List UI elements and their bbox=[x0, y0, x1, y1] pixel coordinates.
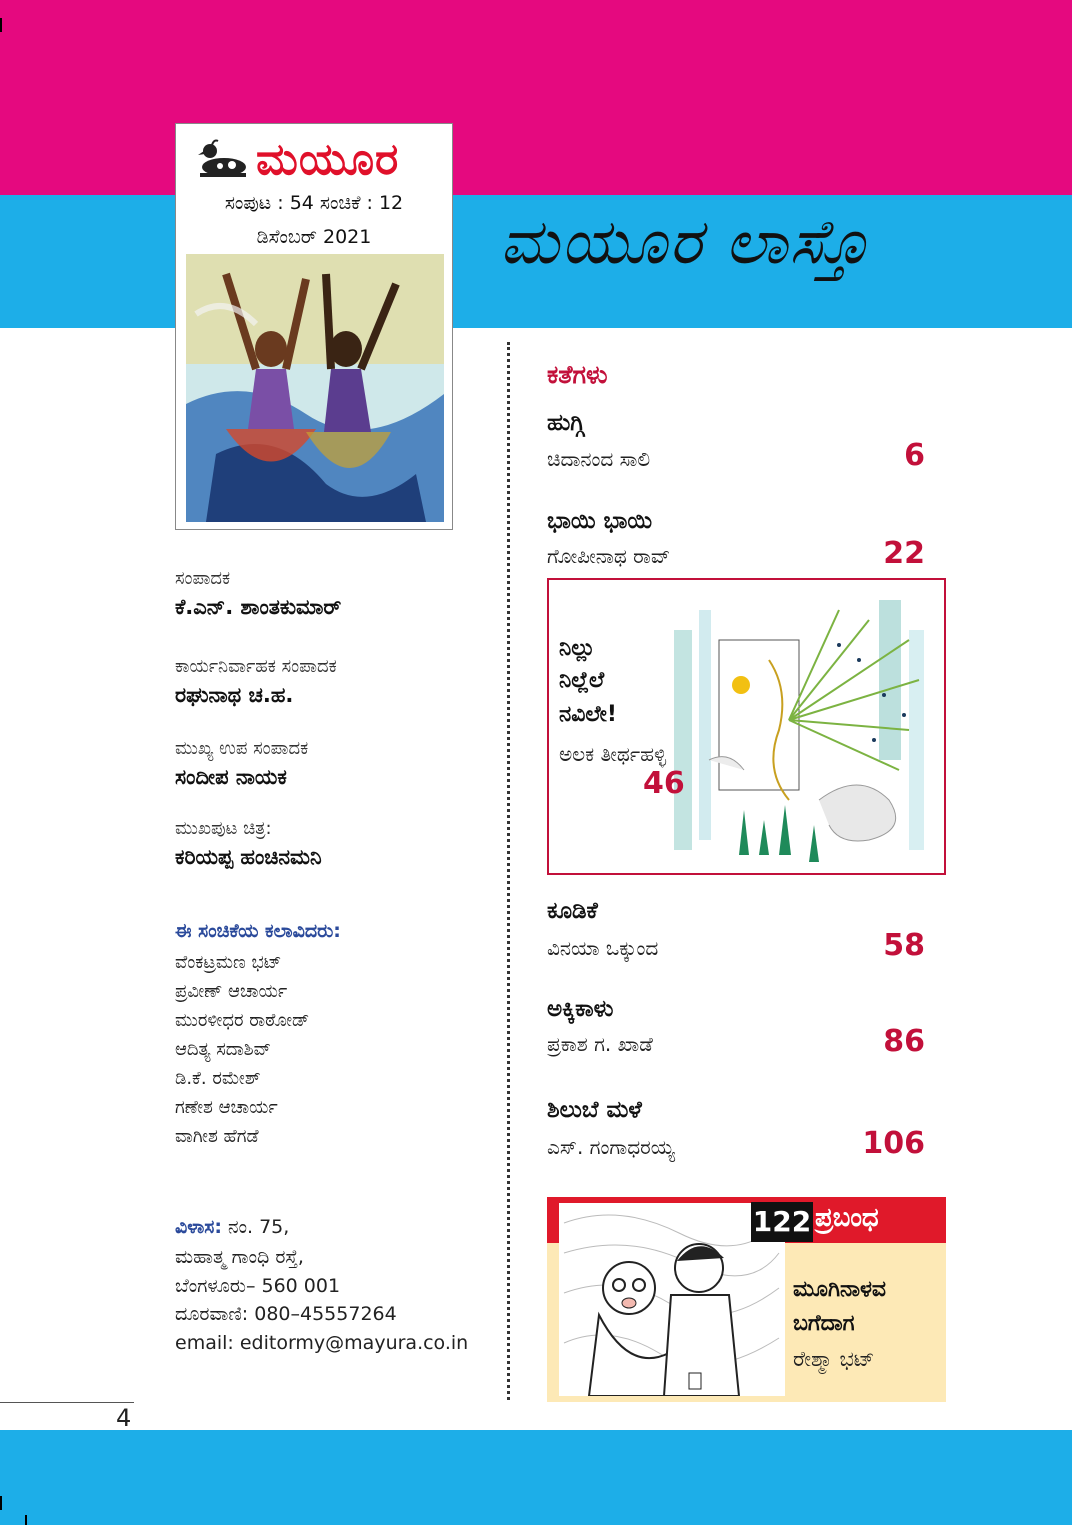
crop-mark bbox=[25, 1515, 27, 1525]
story-title: ಹುಗ್ಗಿ bbox=[547, 410, 585, 436]
story-page-number: 58 bbox=[883, 928, 925, 963]
story-page-number: 86 bbox=[883, 1024, 925, 1059]
essay-title-line2: ಬಗೆದಾಗ bbox=[793, 1311, 855, 1336]
logo-wordmark: ಮಯೂರ bbox=[256, 133, 400, 185]
story-title: ಭಾಯಿ ಭಾಯಿ bbox=[547, 508, 653, 534]
story-author: ಪ್ರಕಾಶ ಗ. ಖಾಡೆ bbox=[547, 1032, 653, 1056]
bottom-cyan-band bbox=[0, 1430, 1072, 1525]
artists-heading: ಈ ಸಂಚಿಕೆಯ ಕಲಾವಿದರು: bbox=[175, 920, 341, 942]
section-title: ಮಯೂರ ಲಾಸ್ತೊ bbox=[500, 205, 872, 278]
address-line3: ಬೆಂಗಳೂರು– 560 001 bbox=[175, 1275, 341, 1297]
address-line bbox=[175, 1216, 289, 1238]
staff-role: ಮುಖಪುಟ ಚಿತ್ರ: bbox=[175, 818, 272, 839]
artist-name: ಗಣೇಶ ಆಚಾರ್ಯ bbox=[175, 1097, 278, 1118]
story-page-number: 22 bbox=[883, 536, 925, 571]
story-title: ಅಕ್ಕಿಕಾಳು bbox=[547, 996, 614, 1022]
phone-line: ದೂರವಾಣಿ: 080–45557264 bbox=[175, 1303, 397, 1325]
story-author: ಎಸ್. ಗಂಗಾಧರಯ್ಯ bbox=[547, 1135, 675, 1159]
staff-executive-editor bbox=[175, 656, 337, 708]
staff-role: ಮುಖ್ಯ ಉಪ ಸಂಪಾದಕ bbox=[175, 738, 309, 759]
crop-mark bbox=[0, 1496, 2, 1510]
artist-name: ಡಿ.ಕೆ. ರಮೇಶ್ bbox=[175, 1068, 261, 1089]
artist-name: ವೆಂಕಟ್ರಮಣ ಭಟ್ bbox=[175, 952, 282, 973]
mayura-logo bbox=[196, 130, 399, 188]
staff-name: ಸಂದೀಪ ನಾಯಕ bbox=[175, 765, 287, 789]
story-title: ಶಿಲುಬೆ ಮಳೆ bbox=[547, 1097, 642, 1123]
page-number: 4 bbox=[116, 1404, 132, 1432]
page-number-rule bbox=[0, 1402, 134, 1403]
cover-painting-image bbox=[186, 254, 444, 522]
artist-name: ಮುರಳೀಧರ ರಾಠೋಡ್ bbox=[175, 1010, 310, 1031]
feature-title-line1: ನಿಲ್ಲು bbox=[559, 636, 596, 661]
artist-name: ವಾಗೀಶ ಹೆಗಡೆ bbox=[175, 1126, 259, 1147]
feature-page-number: 46 bbox=[643, 766, 685, 801]
essay-author: ರೇಶ್ಮಾ ಭಟ್ bbox=[793, 1347, 875, 1371]
feature-box bbox=[547, 578, 946, 875]
staff-editor bbox=[175, 568, 341, 620]
staff-role: ಸಂಪಾದಕ bbox=[175, 568, 231, 589]
category-stories-heading: ಕತೆಗಳು bbox=[547, 360, 608, 389]
email-line: email: editormy@mayura.co.in bbox=[175, 1332, 469, 1354]
staff-cover-artist bbox=[175, 818, 322, 870]
feature-author: ಅಲಕ ತೀರ್ಥಹಳ್ಳಿ bbox=[559, 742, 667, 766]
top-magenta-band bbox=[0, 0, 1072, 195]
issue-volume: ಸಂಪುಟ : 54 ಸಂಚಿಕೆ : 12 bbox=[224, 192, 404, 214]
essay-title-line1: ಮೂಗಿನಾಳವ bbox=[793, 1277, 887, 1302]
staff-chief-sub-editor bbox=[175, 738, 308, 790]
address-label: ವಿಳಾಸ: bbox=[175, 1216, 222, 1238]
cover-thumbnail-box bbox=[175, 123, 453, 530]
address-line2: ಮಹಾತ್ಮ ಗಾಂಧಿ ರಸ್ತೆ, bbox=[175, 1246, 304, 1268]
essay-category-label: ಪ್ರಬಂಧ bbox=[815, 1203, 879, 1233]
staff-role: ಕಾರ್ಯನಿರ್ವಾಹಕ ಸಂಪಾದಕ bbox=[175, 656, 337, 677]
essay-page-number: 122 bbox=[751, 1202, 813, 1242]
feature-illustration-image bbox=[669, 600, 934, 868]
essay-box bbox=[547, 1197, 946, 1402]
story-author: ವಿನಯಾ ಒಕ್ಕುಂದ bbox=[547, 936, 659, 960]
feature-title-line2: ನಿಲ್ಲೆಲೆ bbox=[559, 668, 605, 693]
issue-month: ಡಿಸೆಂಬರ್ 2021 bbox=[256, 226, 372, 248]
address-line1: ನಂ. 75, bbox=[228, 1216, 290, 1238]
feature-title-line3: ನವಿಲೇ! bbox=[559, 702, 617, 727]
story-author: ಚಿದಾನಂದ ಸಾಲಿ bbox=[547, 447, 651, 471]
artist-name: ಪ್ರವೀಣ್ ಆಚಾರ್ಯ bbox=[175, 981, 288, 1002]
story-page-number: 6 bbox=[904, 438, 925, 473]
artist-name: ಆದಿತ್ಯ ಸದಾಶಿವ್ bbox=[175, 1039, 272, 1060]
staff-name: ಕೆ.ಎನ್. ಶಾಂತಕುಮಾರ್ bbox=[175, 595, 342, 619]
column-divider bbox=[507, 342, 510, 1400]
staff-name: ಕರಿಯಪ್ಪ ಹಂಚಿನಮನಿ bbox=[175, 845, 322, 869]
story-author: ಗೋಪೀನಾಥ ರಾವ್ bbox=[547, 544, 671, 568]
story-page-number: 106 bbox=[862, 1126, 925, 1161]
crop-mark bbox=[0, 18, 2, 32]
staff-name: ರಘುನಾಥ ಚ.ಹ. bbox=[175, 683, 294, 707]
story-title: ಕೂಡಿಕೆ bbox=[547, 898, 598, 924]
peacock-emblem-icon bbox=[196, 137, 248, 181]
